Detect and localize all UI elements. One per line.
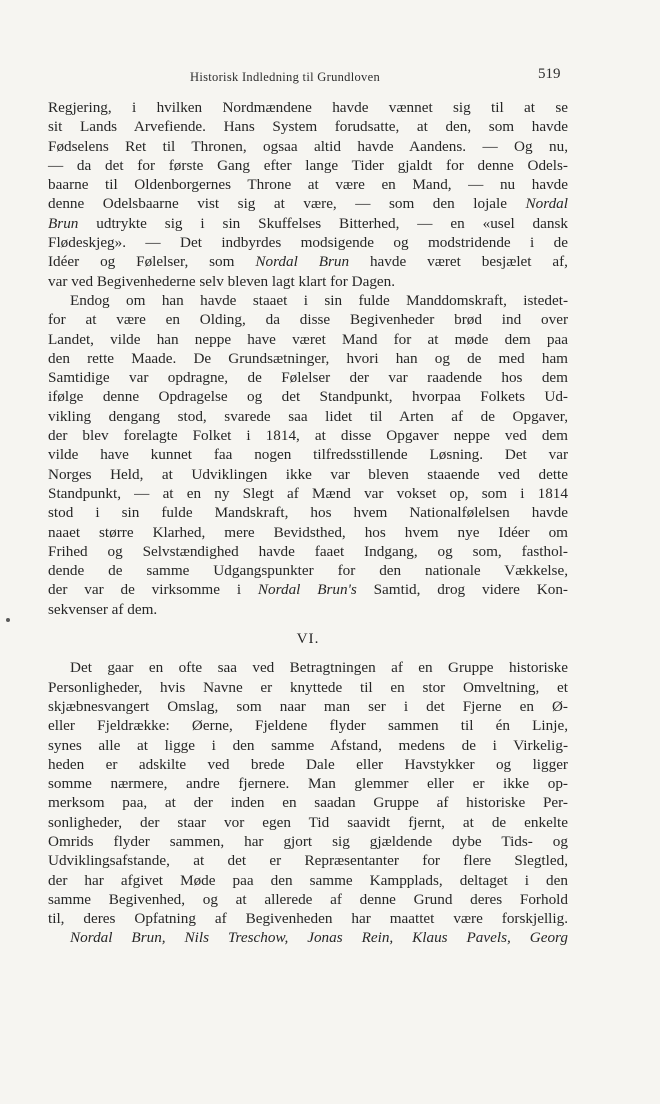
text-line: Landet, vilde han neppe have været Mand for at møde dem paa: [48, 330, 568, 348]
text-line: sonligheder, der staar vor egen Tid saavidt fjernt, at de enkelte: [48, 813, 568, 831]
text-line: baarne til Oldenborgernes Throne at være en Mand, — nu havde: [48, 176, 568, 194]
text-line: stod i sin fulde Mandskraft, hos hvem Nationalfølelsen havde: [48, 504, 568, 522]
text-line: til, deres Opfatning af Begivenheden har maattet være forskjellig.: [48, 910, 568, 928]
text-line: Omrids flyder sammen, har gjort sig gjældende dybe Tids- og: [48, 832, 568, 850]
italic-name: Nordal Brun: [255, 253, 350, 271]
text-line: Frihed og Selvstændighed havde faaet Indgang, og som, fasthol-: [48, 542, 568, 560]
text-line: der har afgivet Møde paa den samme Kampplads, deltaget i den: [48, 871, 568, 889]
text-segment: Samtid, drog videre Kon-: [356, 581, 568, 599]
text-line: var ved Begivenhederne selv bleven lagt klart for Dagen.: [48, 272, 396, 290]
margin-dot: [6, 618, 10, 622]
text-line: vilde have kunnet faa nogen tilfredsstillende Løsning. Det var: [48, 446, 568, 464]
text-line: synes alle at ligge i den samme Afstand, medens de i Virkelig-: [48, 736, 568, 754]
text-line: merksom paa, at der inden en saadan Gruppe af historiske Per-: [48, 794, 568, 812]
text-line: eller Fjeldrække: Øerne, Fjeldene flyder sammen til én Linje,: [48, 717, 568, 735]
text-line: Flødeskjeg». — Det indbyrdes modsigende og modstridende i de: [48, 234, 568, 252]
text-line: [48, 214, 568, 233]
text-line: — da det for første Gang efter lange Tider gjaldt for denne Odels-: [48, 156, 568, 174]
text-line: [48, 252, 568, 271]
text-line: heden er adskilte ved brede Dale eller Havstykker og ligger: [48, 755, 568, 773]
text-line: naaet større Klarhed, mere Bevidsthed, hos hvem nye Idéer om: [48, 523, 568, 541]
text-segment: Idéer og Følelser, som: [48, 253, 256, 271]
text-line: Det gaar en ofte saa ved Betragtningen af en Gruppe historiske: [70, 659, 568, 677]
text-line: vikling dengang stod, svarede saa lidet til Arten af de Opgaver,: [48, 407, 568, 425]
body-text: [48, 98, 568, 948]
text-line: Personligheder, hvis Navne er knyttede til en stor Omveltning, et: [48, 678, 568, 696]
text-line: [48, 194, 568, 213]
text-segment: havde været besjælet af,: [349, 253, 568, 271]
italic-name: Nordal Brun's: [257, 581, 357, 599]
text-line: Standpunkt, — at en ny Slegt af Mænd var vokset op, som i 1814: [48, 484, 568, 502]
text-line: samme Begivenhed, og at allerede af denne Grund deres Forhold: [48, 890, 568, 908]
text-line: Samtidige var opdragne, de Følelser der var raadende hos dem: [48, 369, 568, 387]
text-line: Norges Held, at Udviklingen ikke var bleven staaende ved dette: [48, 465, 568, 483]
text-line: dende de samme Udgangspunkter for den nationale Vækkelse,: [48, 562, 568, 580]
paragraph-1: [48, 98, 568, 291]
text-line: Fødselens Ret til Thronen, ogsaa altid havde Aandens. — Og nu,: [48, 137, 568, 155]
italic-name: Nordal: [525, 195, 568, 213]
text-line: Nordal Brun, Nils Treschow, Jonas Rein, Klaus Pavels, Georg: [70, 929, 568, 947]
text-line: sekvenser af dem.: [48, 600, 158, 618]
text-line: Regjering, i hvilken Nordmændene havde vænnet sig til at se: [48, 99, 568, 116]
page-number: 519: [538, 66, 561, 82]
italic-name: Brun: [48, 214, 79, 232]
text-line: den rette Maade. De Grundsætninger, hvori han og de med ham: [48, 349, 568, 367]
text-segment: udtrykte sig i sin Skuffelses Bitterhed, — en «usel dansk: [78, 214, 568, 232]
text-segment: denne Odelsbaarne vist sig at være, — som den lojale: [48, 195, 526, 213]
paragraph-2: [48, 291, 568, 619]
text-line: sit Lands Arvefiende. Hans System forudsatte, at den, som havde: [48, 118, 568, 136]
text-line: der blev forelagte Folket i 1814, at disse Opgaver neppe ved dem: [48, 427, 568, 445]
text-line: skjæbnesvangert Omslag, som naar man ser i det Fjerne en Ø-: [48, 697, 568, 715]
text-line: Udviklingsafstande, at det er Repræsentanter for flere Slegtled,: [48, 852, 568, 870]
text-line: [48, 580, 568, 599]
running-header: [0, 64, 660, 88]
running-title: Historisk Indledning til Grundloven: [190, 70, 380, 84]
text-segment: der var de virksomme i: [48, 581, 258, 599]
section-heading: VI.: [296, 630, 320, 648]
text-line: Endog om han havde staaet i sin fulde Manddomskraft, istedet-: [70, 291, 568, 309]
text-line: for at være en Olding, da disse Begivenheder brød ind over: [48, 311, 568, 329]
text-line: somme nærmere, andre fjernere. Man glemmer eller er ikke op-: [48, 775, 568, 793]
text-line: ifølge denne Opdragelse og det Standpunkt, hvorpaa Folkets Ud-: [48, 388, 568, 406]
paragraph-3: [48, 658, 568, 947]
